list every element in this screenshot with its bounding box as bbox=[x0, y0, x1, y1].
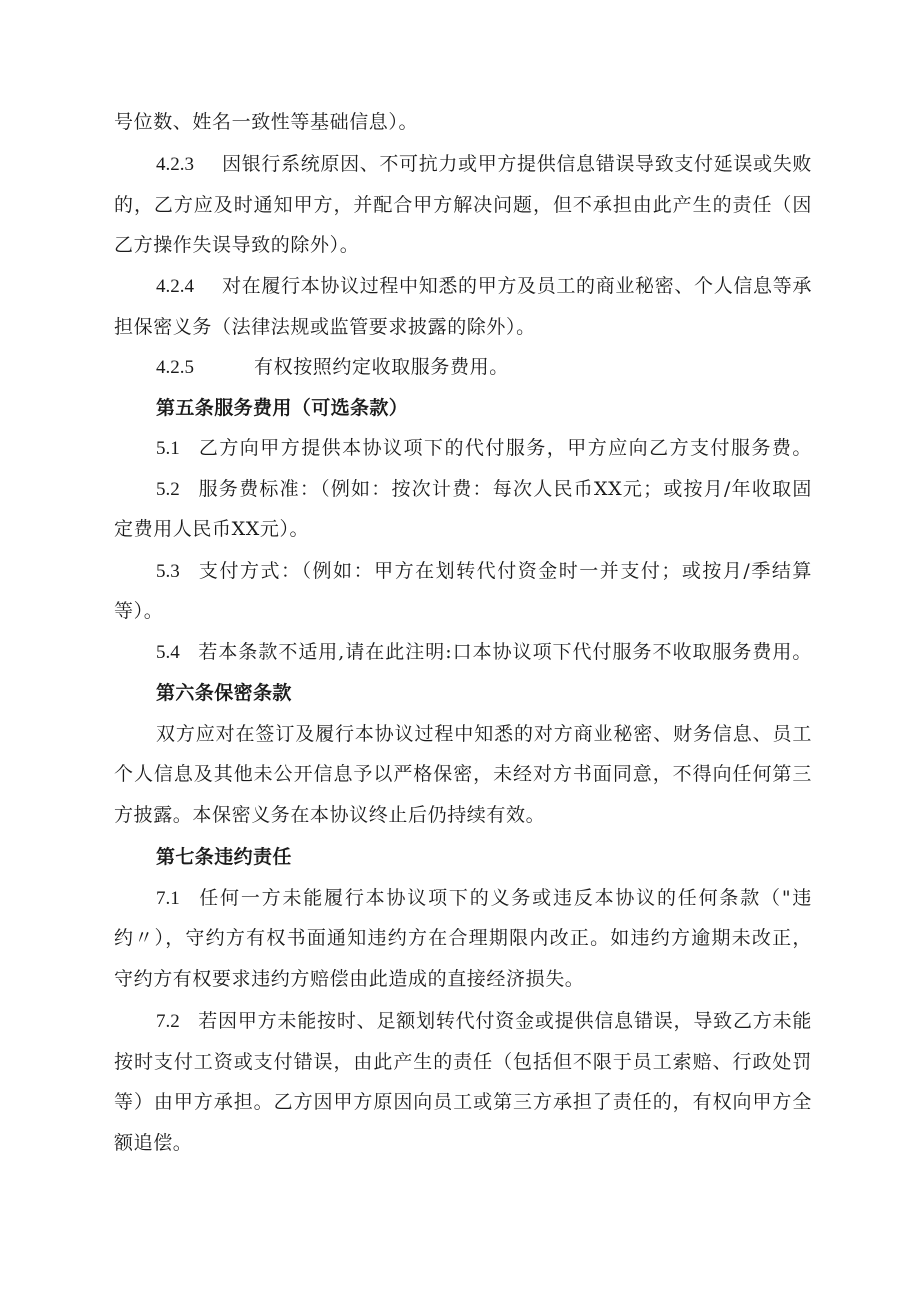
line-text: 若本条款不适用,请在此注明:口本协议项下代付服务不收取服务费用。 bbox=[198, 641, 812, 663]
line-text: 个人信息及其他未公开信息予以严格保密，未经对方书面同意，不得向任何第三 bbox=[114, 763, 812, 785]
heading-text: 第五条服务费用（可选条款） bbox=[156, 397, 409, 419]
paragraph-line bbox=[114, 967, 814, 991]
line-text: 号位数、姓名一致性等基础信息）。 bbox=[114, 111, 419, 133]
line-text: 支付方式：（例如：甲方在划转代付资金时一并支付；或按月/季结算 bbox=[198, 560, 812, 582]
heading-text: 第七条违约责任 bbox=[156, 846, 292, 868]
line-text: 若因甲方未能按时、足额划转代付资金或提供信息错误，导致乙方未能 bbox=[198, 1010, 812, 1032]
paragraph-line bbox=[114, 110, 814, 134]
paragraph-line bbox=[156, 722, 812, 746]
clause-5-2 bbox=[156, 477, 812, 502]
line-text: 担保密义务（法律法规或监管要求披露的除外）。 bbox=[114, 316, 536, 338]
clause-4-2-5 bbox=[156, 355, 856, 380]
clause-number: 5.3 bbox=[156, 561, 180, 582]
paragraph-line bbox=[114, 1050, 812, 1074]
line-text: 有权按照约定收取服务费用。 bbox=[254, 356, 509, 378]
clause-7-1 bbox=[156, 886, 812, 911]
line-text: 服务费标准：（例如：按次计费：每次人民币XX元；或按月/年收取固 bbox=[198, 478, 812, 500]
line-text: 的，乙方应及时通知甲方，并配合甲方解决问题，但不承担由此产生的责任（因 bbox=[114, 194, 812, 216]
clause-number: 5.1 bbox=[156, 438, 180, 459]
line-text: 乙方操作失误导致的除外）。 bbox=[114, 234, 360, 256]
section-heading-5 bbox=[156, 396, 856, 420]
section-heading-7 bbox=[156, 845, 856, 869]
line-text: 因银行系统原因、不可抗力或甲方提供信息错误导致支付延误或失败 bbox=[222, 153, 812, 175]
paragraph-line bbox=[114, 1090, 812, 1114]
paragraph-line bbox=[114, 1131, 814, 1155]
paragraph-line bbox=[114, 762, 812, 786]
clause-7-2 bbox=[156, 1009, 812, 1034]
paragraph-line bbox=[114, 193, 812, 217]
clause-number: 4.2.3 bbox=[156, 154, 194, 175]
line-text: 守约方有权要求违约方赔偿由此造成的直接经济损失。 bbox=[114, 968, 585, 990]
line-text: 任何一方未能履行本协议项下的义务或违反本协议的任何条款（"违 bbox=[198, 887, 812, 909]
line-text: 对在履行本协议过程中知悉的甲方及员工的商业秘密、个人信息等承 bbox=[222, 275, 812, 297]
clause-number: 5.4 bbox=[156, 642, 180, 663]
paragraph-line bbox=[114, 233, 814, 257]
line-text: 方披露。本保密义务在本协议终止后仍持续有效。 bbox=[114, 804, 546, 826]
paragraph-line bbox=[114, 599, 814, 623]
paragraph-line bbox=[114, 926, 812, 950]
line-text: 乙方向甲方提供本协议项下的代付服务，甲方应向乙方支付服务费。 bbox=[198, 437, 812, 459]
clause-4-2-3 bbox=[156, 152, 812, 177]
line-text: 等）。 bbox=[114, 600, 164, 622]
paragraph-line bbox=[114, 803, 814, 827]
clause-4-2-4 bbox=[156, 274, 812, 299]
clause-5-1 bbox=[156, 436, 812, 461]
heading-text: 第六条保密条款 bbox=[156, 682, 292, 704]
line-text: 按时支付工资或支付错误，由此产生的责任（包括但不限于员工索赔、行政处罚 bbox=[114, 1051, 812, 1073]
line-text: 额追偿。 bbox=[114, 1132, 193, 1154]
clause-5-4 bbox=[156, 640, 812, 665]
clause-number: 4.2.5 bbox=[156, 357, 194, 378]
clause-number: 4.2.4 bbox=[156, 276, 194, 297]
line-text: 双方应对在签订及履行本协议过程中知悉的对方商业秘密、财务信息、员工 bbox=[156, 723, 812, 745]
clause-number: 7.1 bbox=[156, 888, 180, 909]
clause-number: 5.2 bbox=[156, 479, 180, 500]
section-heading-6 bbox=[156, 681, 856, 705]
clause-5-3 bbox=[156, 559, 812, 584]
paragraph-line bbox=[114, 517, 814, 541]
clause-number: 7.2 bbox=[156, 1011, 180, 1032]
line-text: 等）由甲方承担。乙方因甲方原因向员工或第三方承担了责任的，有权向甲方全 bbox=[114, 1091, 812, 1113]
paragraph-line bbox=[114, 315, 814, 339]
line-text: 约〃），守约方有权书面通知违约方在合理期限内改正。如违约方逾期未改正， bbox=[114, 927, 812, 949]
line-text: 定费用人民币XX元）。 bbox=[114, 518, 310, 540]
